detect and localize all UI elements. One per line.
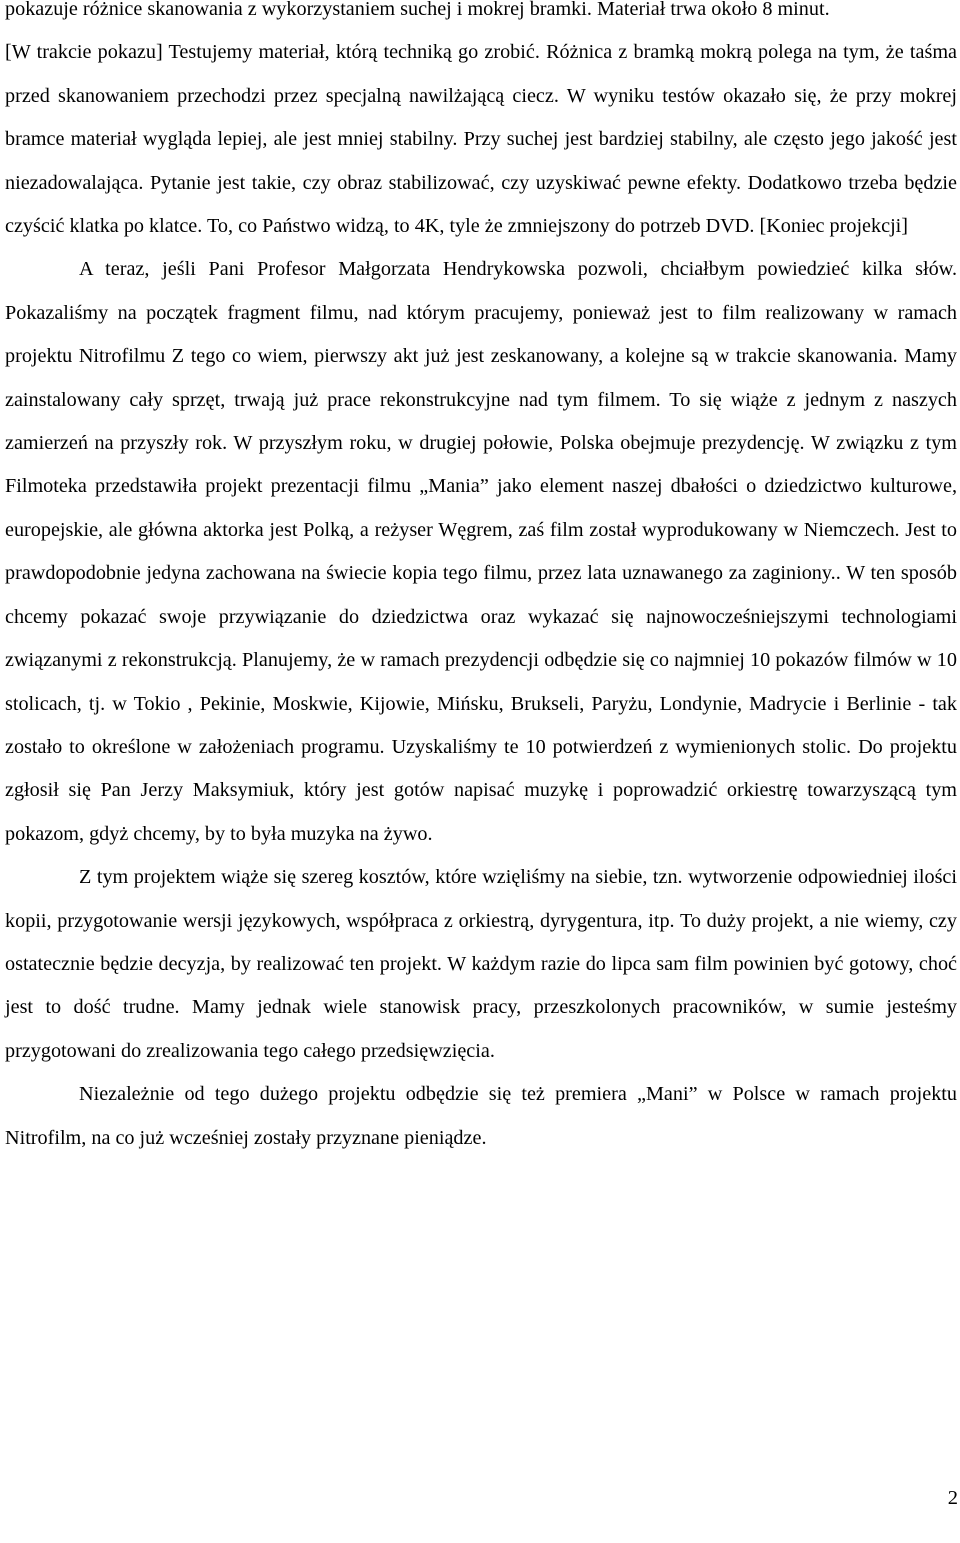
- paragraph-1: pokazuje różnice skanowania z wykorzystaniem suchej i mokrej bramki. Materiał trwa około 8 minut.: [5, 0, 830, 20]
- paragraph-2: [W trakcie pokazu] Testujemy materiał, którą techniką go zrobić. Różnica z bramką mokrą polega na tym, że taśma przed skanowaniem przechodzi przez specjalną nawilżającą ciecz. W wyniku testów okazało się, że przy mokrej bramce materiał wygląda lepiej, ale jest mniej stabilny. Przy suchej jest bardziej stabilny, ale często jego jakość jest niezadowalająca. Pytanie jest takie, czy obraz stabilizować, czy uzyskiwać pewne efekty. Dodatkowo trzeba będzie czyścić klatka po klatce. To, co Państwo widzą, to 4K, tyle że zmniejszony do potrzeb DVD. [Koniec projekcji]: [5, 41, 957, 238]
- paragraph-3: A teraz, jeśli Pani Profesor Małgorzata Hendrykowska pozwoli, chciałbym powiedzieć kilka słów. Pokazaliśmy na początek fragment filmu, nad którym pracujemy, ponieważ jest to film realizowany w ramach projektu Nitrofilmu Z tego co wiem, pierwszy akt już jest zeskanowany, a kolejne są w trakcie skanowania. Mamy zainstalowany cały sprzęt, trwają już prace rekonstrukcyjne nad tym filmem. To się wiąże z jednym z naszych zamierzeń na przyszły rok. W przyszłym roku, w drugiej połowie, Polska obejmuje prezydencję. W związku z tym Filmoteka przedstawiła projekt prezentacji filmu „Mania” jako element naszej dbałości o dziedzictwo kulturowe, europejskie, ale główna aktorka jest Polką, a reżyser Węgrem, zaś film został wyprodukowany w Niemczech. Jest to prawdopodobnie jedyna zachowana na świecie kopia tego filmu, przez lata uznawanego za zaginiony.. W ten sposób chcemy pokazać swoje przywiązanie do dziedzictwa oraz wykazać się najnowocześniejszymi technologiami związanymi z rekonstrukcją. Planujemy, że w ramach prezydencji odbędzie się co najmniej 10 pokazów filmów w 10 stolicach, tj. w Tokio , Pekinie, Moskwie, Kijowie, Mińsku, Brukseli, Paryżu, Londynie, Madrycie i Berlinie - tak zostało to określone w założeniach programu. Uzyskaliśmy te 10 potwierdzeń z wymienionych stolic. Do projektu zgłosił się Pan Jerzy Maksymiuk, który jest gotów napisać muzykę i poprowadzić orkiestrę towarzyszącą tym pokazom, gdyż chcemy, by to była muzyka na żywo.: [5, 258, 957, 845]
- paragraph-4: Z tym projektem wiąże się szereg kosztów, które wzięliśmy na siebie, tzn. wytworzenie odpowiedniej ilości kopii, przygotowanie wersji językowych, współpraca z orkiestrą, dyrygentura, itp. To duży projekt, a nie wiemy, czy ostatecznie będzie decyzja, by realizować ten projekt. W każdym razie do lipca sam film powinien być gotowy, choć jest to dość trudne. Mamy jednak wiele stanowisk pracy, przeszkolonych pracowników, w sumie jesteśmy przygotowani do zrealizowania tego całego przedsięwzięcia.: [5, 866, 957, 1062]
- paragraph-5: Niezależnie od tego dużego projektu odbędzie się też premiera „Mani” w Polsce w ramach projektu Nitrofilm, na co już wcześniej zostały przyznane pieniądze.: [5, 1083, 957, 1149]
- document-body: [5, 0, 957, 1160]
- page-number: 2: [947, 1487, 958, 1509]
